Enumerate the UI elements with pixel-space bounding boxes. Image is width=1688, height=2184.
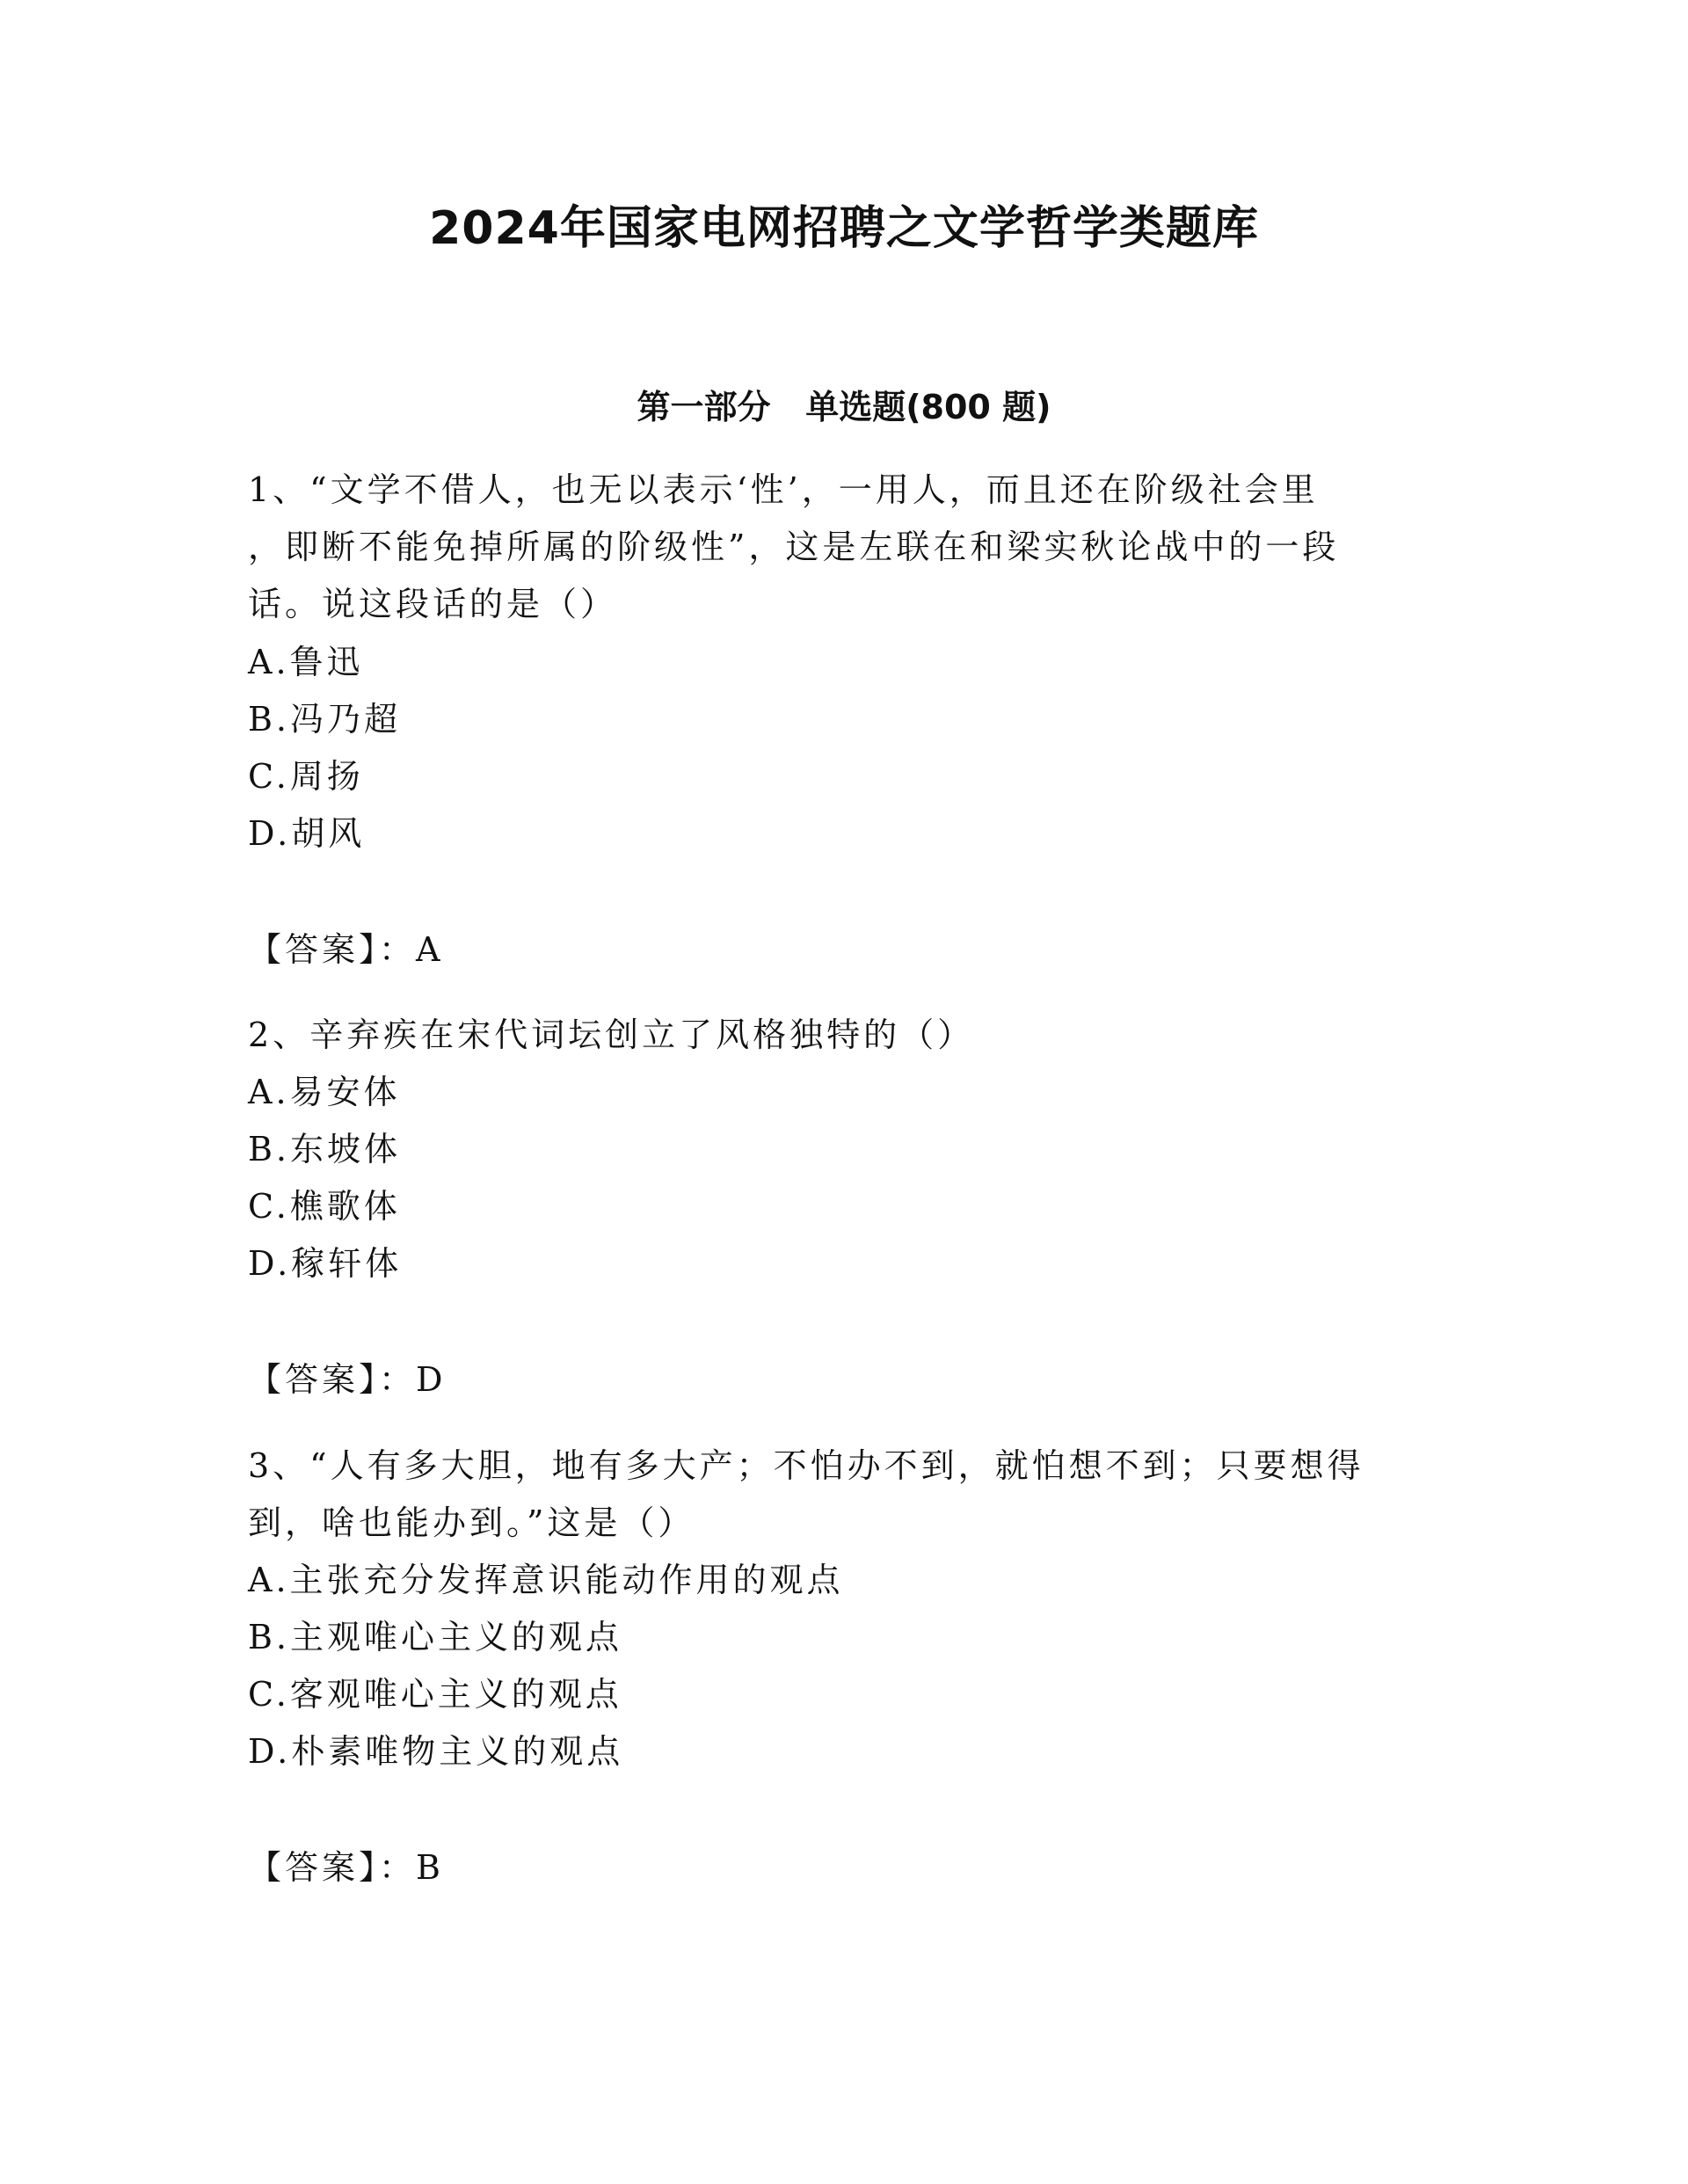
question-2-stem-line-1: 2、辛弃疾在宋代词坛创立了风格独特的（） xyxy=(248,1016,975,1054)
question-1-option-c: C.周扬 xyxy=(248,757,364,796)
question-3-stem-line-2: 到，啥也能办到。”这是（） xyxy=(248,1503,695,1542)
question-3-option-b: B.主观唯心主义的观点 xyxy=(248,1618,623,1656)
question-1-option-b: B.冯乃超 xyxy=(248,700,402,739)
question-3-answer: 【答案】：B xyxy=(248,1848,444,1887)
question-3-option-d: D.朴素唯物主义的观点 xyxy=(248,1732,624,1771)
question-1-stem-line-1: 1、“文学不借人，也无以表示‘性’，一用人，而且还在阶级社会里 xyxy=(248,470,1319,509)
question-3-option-c: C.客观唯心主义的观点 xyxy=(248,1675,622,1714)
question-1-answer: 【答案】：A xyxy=(248,930,444,969)
question-2-option-d: D.稼轩体 xyxy=(248,1244,403,1283)
question-1-stem-line-3: 话。说这段话的是（） xyxy=(248,585,618,623)
question-2-option-a: A.易安体 xyxy=(248,1073,401,1111)
question-2-option-b: B.东坡体 xyxy=(248,1130,402,1168)
question-1-option-d: D.胡风 xyxy=(248,814,366,853)
section-title: 第一部分 单选题(800 题) xyxy=(637,388,1051,426)
question-3-option-a: A.主张充分发挥意识能动作用的观点 xyxy=(248,1561,844,1599)
document-title: 2024年国家电网招聘之文学哲学类题库 xyxy=(429,202,1259,255)
question-2-answer: 【答案】：D xyxy=(248,1360,447,1399)
question-1-stem-line-2: ，即断不能免掉所属的阶级性”，这是左联在和梁实秋论战中的一段 xyxy=(248,528,1340,566)
question-1-option-a: A.鲁迅 xyxy=(248,643,364,681)
question-3-stem-line-1: 3、“人有多大胆，地有多大产；不怕办不到，就怕想不到；只要想得 xyxy=(248,1446,1364,1485)
question-2-option-c: C.樵歌体 xyxy=(248,1187,401,1226)
